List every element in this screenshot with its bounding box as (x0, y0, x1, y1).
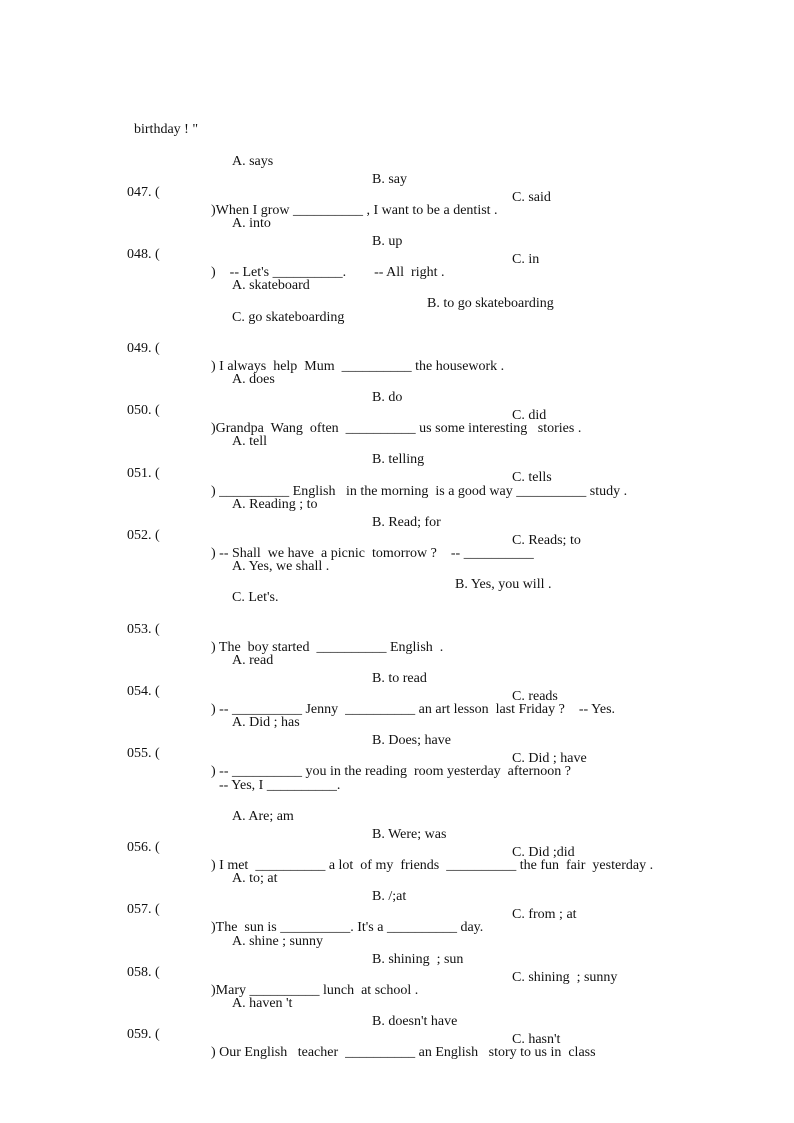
option-b: B. do (372, 390, 403, 405)
option-b: B. Were; was (372, 827, 447, 842)
option-a: A. skateboard (232, 278, 310, 293)
option-c: C. shining ; sunny (512, 970, 618, 985)
option-a: A. says (232, 154, 274, 169)
question-046-stem-continuation: birthday ! " (134, 122, 199, 137)
option-b: B. say (372, 172, 407, 187)
option-c: C. hasn't (512, 1032, 561, 1047)
question-stem: ) The boy started __________ English . (211, 640, 444, 655)
option-a: A. to; at (232, 871, 278, 886)
question-stem: ) __________ English in the morning is a good way __________ study . (211, 484, 628, 499)
question-number: 056. ( (127, 840, 160, 855)
option-c: C. tells (512, 470, 552, 485)
option-a: A. read (232, 653, 274, 668)
option-a: A. Are; am (232, 809, 294, 824)
question-stem-continuation: -- Yes, I __________. (219, 778, 341, 793)
question-stem: )Mary __________ lunch at school . (211, 983, 419, 998)
option-c: C. did (512, 408, 547, 423)
option-c: C. Did ;did (512, 845, 575, 860)
option-c: C. in (512, 252, 540, 267)
question-number: 054. ( (127, 684, 160, 699)
question-stem: ) -- __________ you in the reading room yesterday afternoon ? (211, 764, 572, 779)
option-a: A. tell (232, 434, 267, 449)
question-number: 055. ( (127, 746, 160, 761)
option-a: A. does (232, 372, 275, 387)
option-c: C. reads (512, 689, 558, 704)
question-stem: )The sun is __________. It's a __________ day. (211, 920, 484, 935)
question-number: 050. ( (127, 403, 160, 418)
option-c: C. Reads; to (512, 533, 581, 548)
option-a: A. Yes, we shall . (232, 559, 330, 574)
question-number: 057. ( (127, 902, 160, 917)
option-b: B. to read (372, 671, 427, 686)
question-stem: ) I met __________ a lot of my friends __________ the fun fair yesterday . (211, 858, 654, 873)
question-stem: ) -- __________ Jenny __________ an art lesson last Friday ? -- Yes. (211, 702, 616, 717)
option-c: C. from ; at (512, 907, 577, 922)
question-number: 047. ( (127, 185, 160, 200)
option-a: A. into (232, 216, 271, 231)
option-a: A. shine ; sunny (232, 934, 323, 949)
option-a: A. Reading ; to (232, 497, 318, 512)
question-stem: ) Our English teacher __________ an English story to us in class (211, 1045, 596, 1060)
option-c: C. Did ; have (512, 751, 587, 766)
question-number: 058. ( (127, 965, 160, 980)
question-046-continuation-row (0, 103, 199, 139)
question-stem: )Grandpa Wang often __________ us some interesting stories . (211, 421, 582, 436)
option-b: B. doesn't have (372, 1014, 458, 1029)
question-052-options-c (0, 571, 279, 607)
question-stem: )When I grow __________ , I want to be a dentist . (211, 203, 498, 218)
option-c: C. Let's. (232, 590, 279, 605)
question-stem: ) -- Shall we have a picnic tomorrow ? -- __________ (211, 546, 534, 561)
option-a: A. Did ; has (232, 715, 300, 730)
option-b: B. Read; for (372, 515, 441, 530)
option-b: B. up (372, 234, 403, 249)
question-number: 052. ( (127, 528, 160, 543)
question-number: 049. ( (127, 341, 160, 356)
question-stem: ) I always help Mum __________ the housework . (211, 359, 505, 374)
question-stem: ) -- Let's __________. -- All right . (211, 265, 445, 280)
option-b: B. /;at (372, 889, 407, 904)
option-c: C. said (512, 190, 551, 205)
option-b: B. telling (372, 452, 425, 467)
option-a: A. haven 't (232, 996, 293, 1011)
question-number: 051. ( (127, 466, 160, 481)
option-b: B. shining ; sun (372, 952, 464, 967)
question-number: 048. ( (127, 247, 160, 262)
question-number: 053. ( (127, 622, 160, 637)
option-c: C. go skateboarding (232, 310, 345, 325)
option-b: B. to go skateboarding (427, 296, 554, 311)
question-number: 059. ( (127, 1027, 160, 1042)
option-b: B. Yes, you will . (455, 577, 552, 592)
option-b: B. Does; have (372, 733, 451, 748)
